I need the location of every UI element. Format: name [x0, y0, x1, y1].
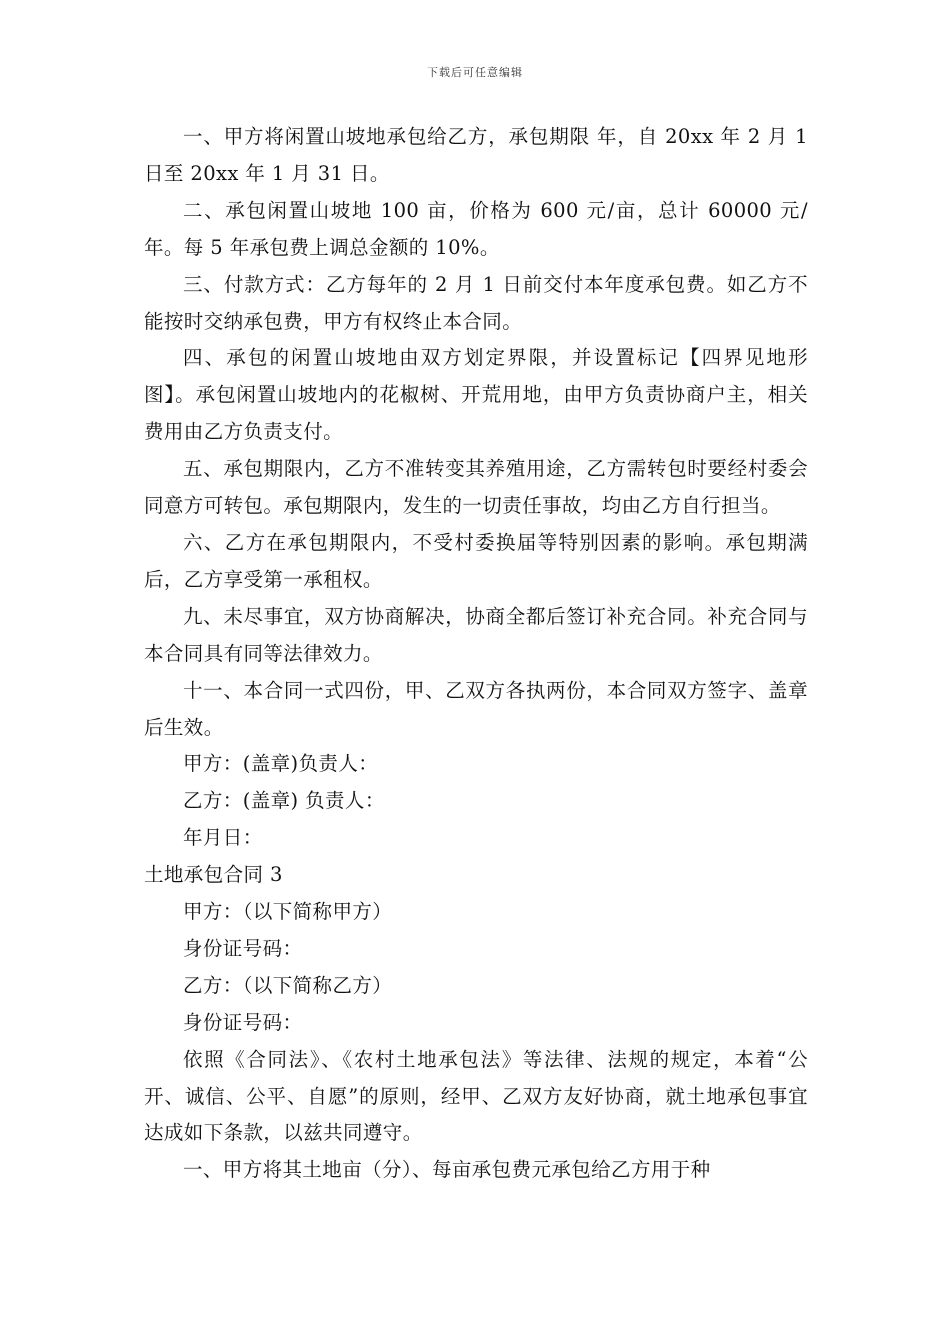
page-header: 下载后可任意编辑 [427, 66, 523, 79]
contract-paragraph: 依照《合同法》、《农村土地承包法》等法律、法规的规定，本着“公开、诚信、公平、自愿”的原则，经甲、乙双方友好协商，就土地承包事宜达成如下条款，以兹共同遵守。 [144, 1047, 808, 1145]
contract-paragraph: 六、乙方在承包期限内，不受村委换届等特别因素的影响。承包期满后，乙方享受第一承租权。 [144, 530, 808, 591]
contract-paragraph: 四、承包的闲置山坡地由双方划定界限，并设置标记【四界见地形图】。承包闲置山坡地内的花椒树、开荒用地，由甲方负责协商户主，相关费用由乙方负责支付。 [144, 346, 808, 444]
document-body [144, 119, 808, 1189]
contract-paragraph: 二、承包闲置山坡地 100 亩，价格为 600 元/亩，总计 60000 元/年。每 5 年承包费上调总金额的 10%。 [144, 198, 808, 259]
contract-paragraph: 乙方：(盖章) 负责人： [183, 789, 385, 813]
contract-paragraph: 身份证号码： [183, 936, 303, 960]
contract-paragraph: 身份证号码： [183, 1010, 303, 1034]
contract-paragraph: 五、承包期限内，乙方不准转变其养殖用途，乙方需转包时要经村委会同意方可转包。承包期限内，发生的一切责任事故，均由乙方自行担当。 [144, 457, 808, 518]
contract-paragraph: 甲方：(盖章)负责人： [183, 752, 379, 776]
contract-paragraph: 三、付款方式：乙方每年的 2 月 1 日前交付本年度承包费。如乙方不能按时交纳承包费，甲方有权终止本合同。 [144, 272, 808, 333]
section-heading: 土地承包合同 3 [144, 863, 283, 887]
contract-paragraph: 九、未尽事宜，双方协商解决，协商全都后签订补充合同。补充合同与本合同具有同等法律效力。 [144, 604, 808, 665]
contract-paragraph: 年月日： [183, 826, 263, 850]
contract-paragraph: 十一、本合同一式四份，甲、乙双方各执两份，本合同双方签字、盖章后生效。 [144, 678, 808, 739]
contract-paragraph: 一、甲方将其土地亩（分）、每亩承包费元承包给乙方用于种 [183, 1158, 711, 1182]
contract-paragraph: 一、甲方将闲置山坡地承包给乙方，承包期限 年，自 20xx 年 2 月 1 日至 20xx 年 1 月 31 日。 [144, 125, 808, 185]
contract-paragraph: 甲方：（以下简称甲方） [183, 900, 393, 924]
contract-paragraph: 乙方：（以下简称乙方） [183, 973, 393, 997]
